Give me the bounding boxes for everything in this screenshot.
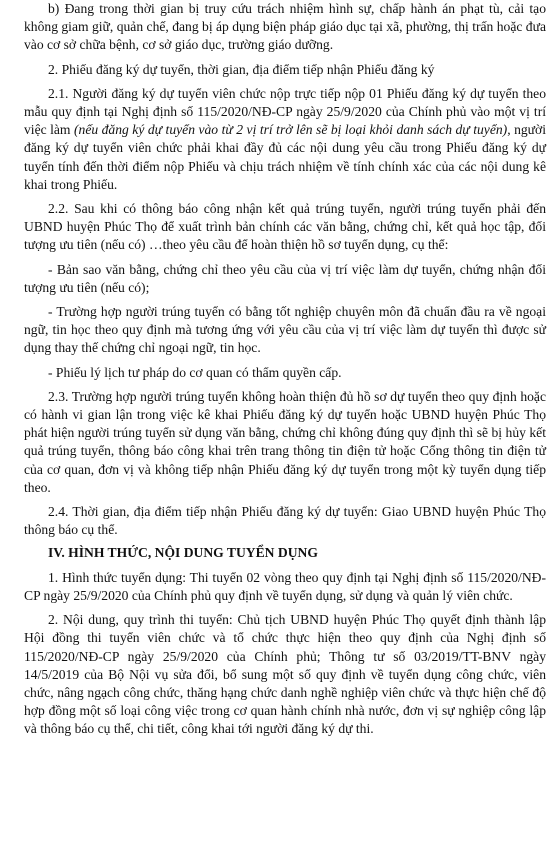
paragraph-2-1-italic-note: (nếu đăng ký dự tuyển vào từ 2 vị trí trở lên sẽ bị loại khỏi danh sách dự tuyển) [74,122,508,138]
heading-2: 2. Phiếu đăng ký dự tuyển, thời gian, địa điểm tiếp nhận Phiếu đăng ký [48,61,435,77]
dash-item-copies: - Bản sao văn bằng, chứng chỉ theo yêu cầu của vị trí việc làm dự tuyển, chứng nhận đối tượng ưu tiên (nếu có); [24,261,546,295]
paragraph-2-1-end: , người đăng ký dự tuyển viên chức phải khai đầy đủ các nội dung yêu cầu trong Phiếu đăng ký dự tuyển tính đến thời điểm nộp Phiếu và chịu trách nhiệm về tính chính xác của các nội dung kê khai trong Phiếu. [24,122,546,192]
paragraph-2-4: 2.4. Thời gian, địa điểm tiếp nhận Phiếu đăng ký dự tuyển: Giao UBND huyện Phúc Thọ thông báo cụ thể. [24,504,546,538]
dash-item-degree: - Trường hợp người trúng tuyển có bằng tốt nghiệp chuyên môn đã chuẩn đầu ra về ngoại ngữ, tin học theo quy định mà tương ứng với yêu cầu của vị trí việc làm dự tuyển thì được sử dụng thay thế chứng chỉ ngoại ngữ, tin học. [24,304,546,356]
paragraph-iv-1: 1. Hình thức tuyển dụng: Thi tuyển 02 vòng theo quy định tại Nghị định số 115/2020/NĐ-CP ngày 25/9/2020 của Chính phủ quy định về tuyển dụng, sử dụng và quản lý viên chức. [24,569,546,603]
paragraph-2-2: 2.2. Sau khi có thông báo công nhận kết quả trúng tuyển, người trúng tuyển phải đến UBND huyện Phúc Thọ để xuất trình bản chính các văn bằng, chứng chỉ, kết quả học tập, đối tượng ưu tiên (nếu có) …theo yêu cầu để hoàn thiện hồ sơ tuyển dụng, cụ thể: [24,201,546,253]
paragraph-2-1-start: 2.1. Người đăng ký dự tuyển viên chức nộp trực tiếp nộp 01 Phiếu đăng ký dự tuyển theo mẫu quy định tại Nghị định số 115/2020/NĐ-CP ngày 25/9/2020 của Chính phủ vào một vị trí việc làm [24,85,546,138]
dash-item-judicial-record: - Phiếu lý lịch tư pháp do cơ quan có thẩm quyền cấp. [48,364,342,380]
paragraph-b: b) Đang trong thời gian bị truy cứu trách nhiệm hình sự, chấp hành án phạt tù, cải tạo không giam giữ, quản chế, đang bị áp dụng biện pháp giáo dục tại xã, phường, thị trấn hoặc đưa vào cơ sở chữa bệnh, cơ sở giáo dục, trường giáo dưỡng. [24,1,546,53]
paragraph-2-1 [24,85,546,194]
paragraph-2-3: 2.3. Trường hợp người trúng tuyển không hoàn thiện đủ hồ sơ dự tuyển theo quy định hoặc có hành vi gian lận trong việc kê khai Phiếu đăng ký dự tuyển hoặc UBND huyện Phúc Thọ phát hiện người trúng tuyển sử dụng văn bằng, chứng chỉ không đúng quy định thì sẽ bị hủy kết quả trúng tuyển, thông báo công khai trên trang thông tin điện tử hoặc Cổng thông tin điện tử của cơ quan, đơn vị và không tiếp nhận Phiếu đăng ký dự tuyển trong một kỳ tuyển dụng tiếp theo. [24,388,546,495]
section-iv-heading: IV. HÌNH THỨC, NỘI DUNG TUYỂN DỤNG [48,545,318,561]
paragraph-iv-2: 2. Nội dung, quy trình thi tuyển: Chủ tịch UBND huyện Phúc Thọ quyết định thành lập Hội đồng thi tuyển viên chức và tổ chức thực hiện theo quy định của Nghị định số 115/2020/NĐ-CP ngày 25/9/2020 của Chính phủ; Thông tư số 03/2019/TT-BNV ngày 14/5/2019 của Bộ Nội vụ sửa đổi, bổ sung một số quy định về tuyển dụng công chức, viên chức, nâng ngạch công chức, thăng hạng chức danh nghề nghiệp viên chức và thực hiện chế độ hợp đồng một số loại công việc trong cơ quan hành chính nhà nước, đơn vị sự nghiệp công lập và thông báo cụ thể, chi tiết, công khai tới người đăng ký dự thi. [24,612,546,737]
